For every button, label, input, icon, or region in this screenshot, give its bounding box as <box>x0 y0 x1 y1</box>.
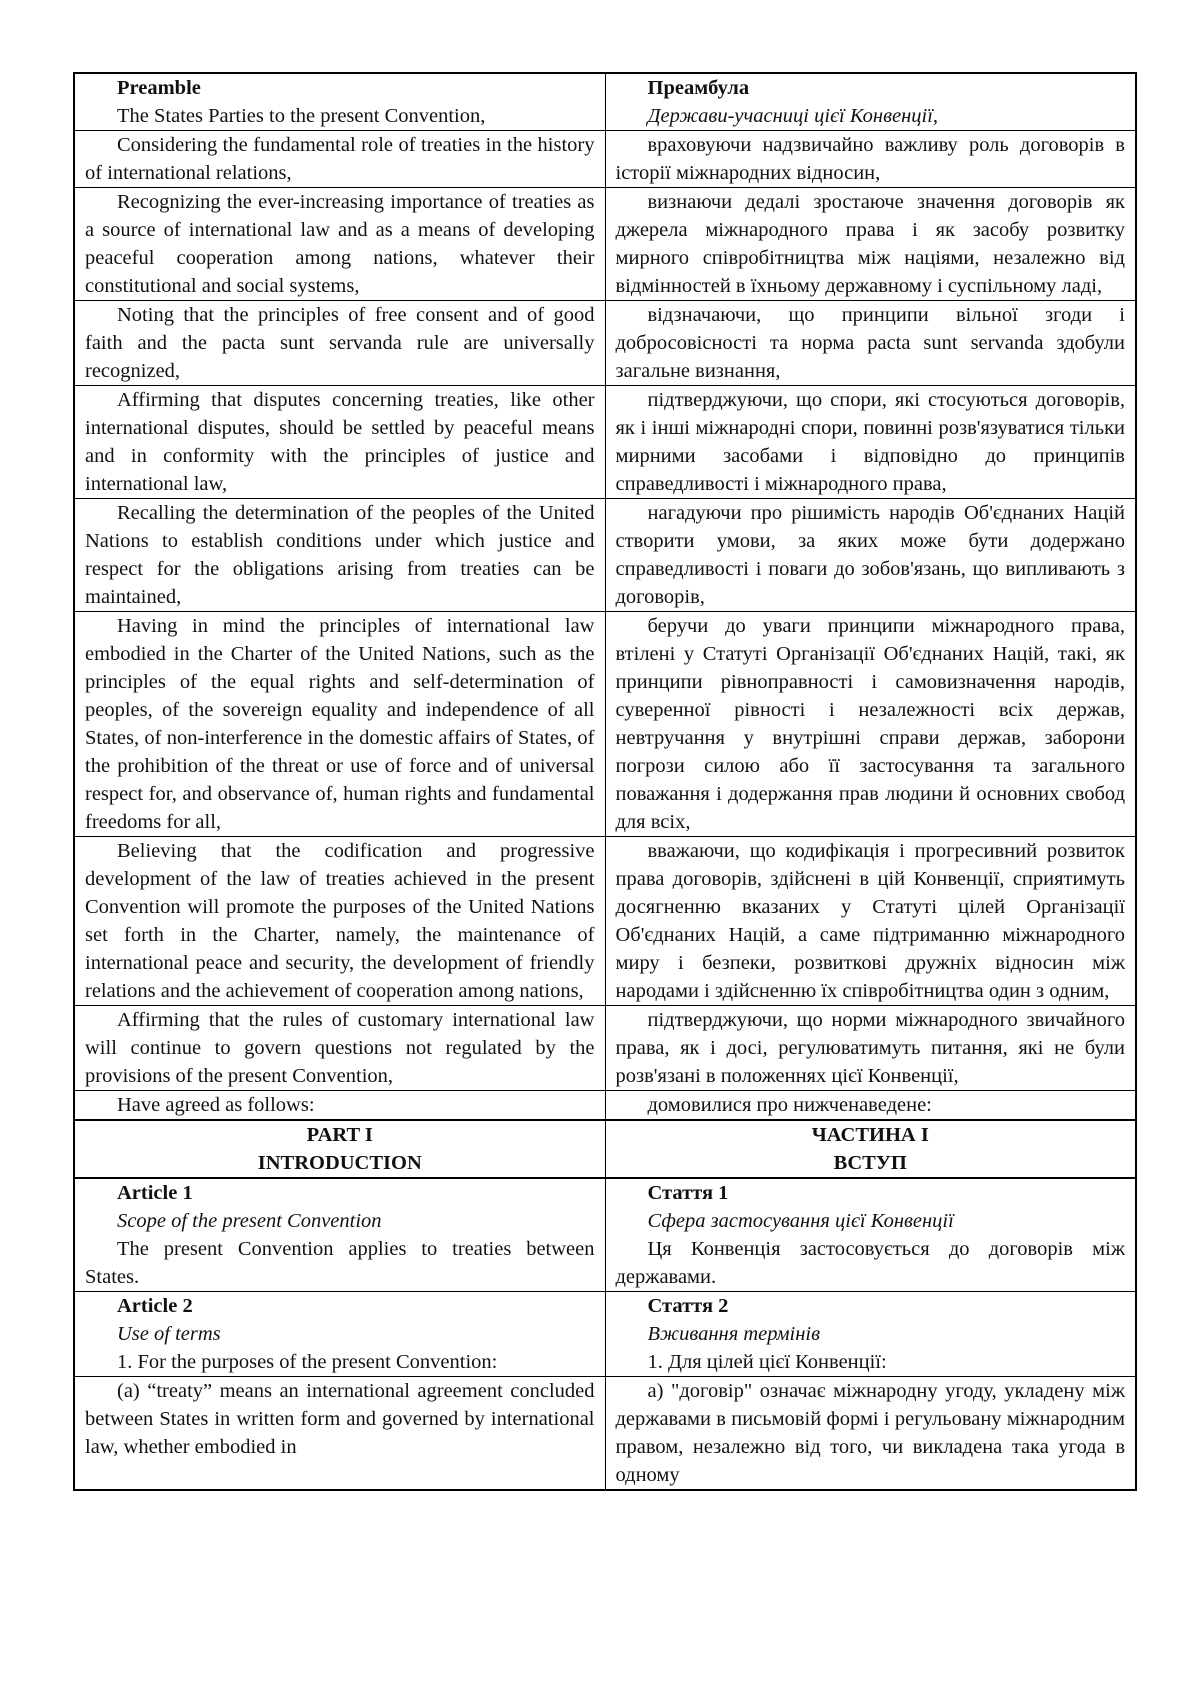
table-row <box>74 131 1136 188</box>
english-cell <box>74 1006 605 1091</box>
english-cell <box>74 1120 605 1178</box>
heading: Article 1 <box>117 1182 193 1204</box>
paragraph: домовилися про нижченаведене: <box>647 1094 932 1116</box>
english-cell <box>74 499 605 612</box>
english-cell <box>74 386 605 499</box>
english-cell <box>74 73 605 131</box>
paragraph: відзначаючи, що принципи вільної згоди і добросовісності та норма pacta sunt servanda здобули загальне визнання, <box>615 304 1125 382</box>
paragraph: The States Parties to the present Convention, <box>117 105 486 127</box>
part-heading-row <box>74 1120 1136 1178</box>
ukrainian-cell <box>605 1292 1136 1377</box>
part-title: ЧАСТИНА I <box>811 1124 929 1146</box>
paragraph: Recalling the determination of the peoples of the United Nations to establish conditions under which justice and respect for the obligations arising from treaties can be maintained, <box>85 502 595 608</box>
paragraph: а) "договір" означає міжнародну угоду, укладену між державами в письмовій формі і регульовану міжнародним правом, незалежно від того, чи викладена така угода в одному <box>615 1380 1125 1486</box>
heading: Preamble <box>117 77 201 99</box>
paragraph: 1. For the purposes of the present Convention: <box>117 1351 498 1373</box>
english-cell <box>74 837 605 1006</box>
ukrainian-cell <box>605 837 1136 1006</box>
table-row <box>74 188 1136 301</box>
ukrainian-cell <box>605 1120 1136 1178</box>
table-row <box>74 73 1136 131</box>
ukrainian-cell <box>605 1006 1136 1091</box>
table-row <box>74 499 1136 612</box>
table-body <box>74 73 1136 1490</box>
paragraph: Believing that the codification and progressive development of the law of treaties achieved in the present Convention will promote the purposes of the United Nations set forth in the Charter, namely, the maintenance of international peace and security, the development of friendly relations and the achievement of cooperation among nations, <box>85 840 595 1002</box>
ukrainian-cell <box>605 386 1136 499</box>
paragraph: Noting that the principles of free consent and of good faith and the pacta sunt servanda rule are universally recognized, <box>85 304 595 382</box>
bilingual-convention-table <box>73 72 1137 1491</box>
article-subtitle: Вживання термінів <box>647 1323 821 1345</box>
ukrainian-cell <box>605 301 1136 386</box>
paragraph: визнаючи дедалі зростаюче значення договорів як джерела міжнародного права і як засобу розвитку мирного співробітництва між націями, незалежно від відмінностей в їхньому державному і суспільному ладі, <box>615 191 1125 297</box>
english-cell <box>74 1178 605 1292</box>
heading: Стаття 1 <box>647 1182 729 1204</box>
paragraph: The present Convention applies to treaties between States. <box>85 1238 595 1288</box>
paragraph: Recognizing the ever-increasing importance of treaties as a source of international law and as a means of developing peaceful cooperation among nations, whatever their constitutional and social systems, <box>85 191 595 297</box>
paragraph: беручи до уваги принципи міжнародного права, втілені у Статуті Організації Об'єднаних Націй, такі, як принципи рівноправності і самовизначення народів, суверенної рівності і незалежності всіх держав, невтручання у внутрішні справи держав, заборони погрози силою або її застосування та загального поважання і додержання прав людини й основних свобод для всіх, <box>615 615 1125 833</box>
table-row <box>74 612 1136 837</box>
english-cell <box>74 1377 605 1491</box>
ukrainian-cell <box>605 612 1136 837</box>
part-title: PART I <box>306 1124 373 1146</box>
part-title: ВСТУП <box>833 1152 907 1174</box>
document-page <box>73 72 1135 1491</box>
table-row <box>74 837 1136 1006</box>
ukrainian-cell <box>605 188 1136 301</box>
heading: Article 2 <box>117 1295 193 1317</box>
paragraph: Considering the fundamental role of treaties in the history of international relations, <box>85 134 595 184</box>
table-row <box>74 1091 1136 1121</box>
ukrainian-cell <box>605 1377 1136 1491</box>
table-row <box>74 386 1136 499</box>
table-row <box>74 1178 1136 1292</box>
english-cell <box>74 301 605 386</box>
english-cell <box>74 1292 605 1377</box>
paragraph: Affirming that the rules of customary international law will continue to govern questions not regulated by the provisions of the present Convention, <box>85 1009 595 1087</box>
english-cell <box>74 1091 605 1121</box>
paragraph: підтверджуючи, що спори, які стосуються договорів, як і інші міжнародні спори, повинні розв'язуватися тільки мирними засобами і відповідно до принципів справедливості і міжнародного права, <box>615 389 1125 495</box>
paragraph: Держави-учасниці цієї Конвенції, <box>647 105 939 127</box>
paragraph: (a) “treaty” means an international agreement concluded between States in written form and governed by international law, whether embodied in <box>85 1380 595 1458</box>
ukrainian-cell <box>605 131 1136 188</box>
paragraph: Have agreed as follows: <box>117 1094 315 1116</box>
table-row <box>74 1377 1136 1491</box>
paragraph: вважаючи, що кодифікація і прогресивний розвиток права договорів, здійснені в цій Конвенції, сприятимуть досягненню вказаних у Статуті цілей Організації Об'єднаних Націй, а саме підтриманню міжнародного миру і безпеки, розвиткові дружніх відносин між народами і здійсненню їх співробітництва один з одним, <box>615 840 1125 1002</box>
english-cell <box>74 612 605 837</box>
paragraph: Ця Конвенція застосовується до договорів між державами. <box>615 1238 1125 1288</box>
paragraph: 1. Для цілей цієї Конвенції: <box>647 1351 887 1373</box>
heading: Преамбула <box>647 77 750 99</box>
paragraph: нагадуючи про рішимість народів Об'єднаних Націй створити умови, за яких може бути додержано справедливості і поваги до зобов'язань, що випливають з договорів, <box>615 502 1125 608</box>
ukrainian-cell <box>605 499 1136 612</box>
ukrainian-cell <box>605 1178 1136 1292</box>
table-row <box>74 301 1136 386</box>
part-title: INTRODUCTION <box>257 1152 422 1174</box>
table-row <box>74 1292 1136 1377</box>
table-row <box>74 1006 1136 1091</box>
paragraph: підтверджуючи, що норми міжнародного звичайного права, як і досі, регулюватимуть питання, які не були розв'язані в положеннях цієї Конвенції, <box>615 1009 1125 1087</box>
paragraph: Affirming that disputes concerning treaties, like other international disputes, should be settled by peaceful means and in conformity with the principles of justice and international law, <box>85 389 595 495</box>
english-cell <box>74 131 605 188</box>
ukrainian-cell <box>605 1091 1136 1121</box>
article-subtitle: Scope of the present Convention <box>117 1210 382 1232</box>
ukrainian-cell <box>605 73 1136 131</box>
english-cell <box>74 188 605 301</box>
heading: Стаття 2 <box>647 1295 729 1317</box>
article-subtitle: Use of terms <box>117 1323 221 1345</box>
paragraph: враховуючи надзвичайно важливу роль договорів в історії міжнародних відносин, <box>615 134 1125 184</box>
paragraph: Having in mind the principles of international law embodied in the Charter of the United Nations, such as the principles of the equal rights and self-determination of peoples, of the sovereign equality and independence of all States, of non-interference in the domestic affairs of States, of the prohibition of the threat or use of force and of universal respect for, and observance of, human rights and fundamental freedoms for all, <box>85 615 595 833</box>
article-subtitle: Сфера застосування цієї Конвенції <box>647 1210 954 1232</box>
